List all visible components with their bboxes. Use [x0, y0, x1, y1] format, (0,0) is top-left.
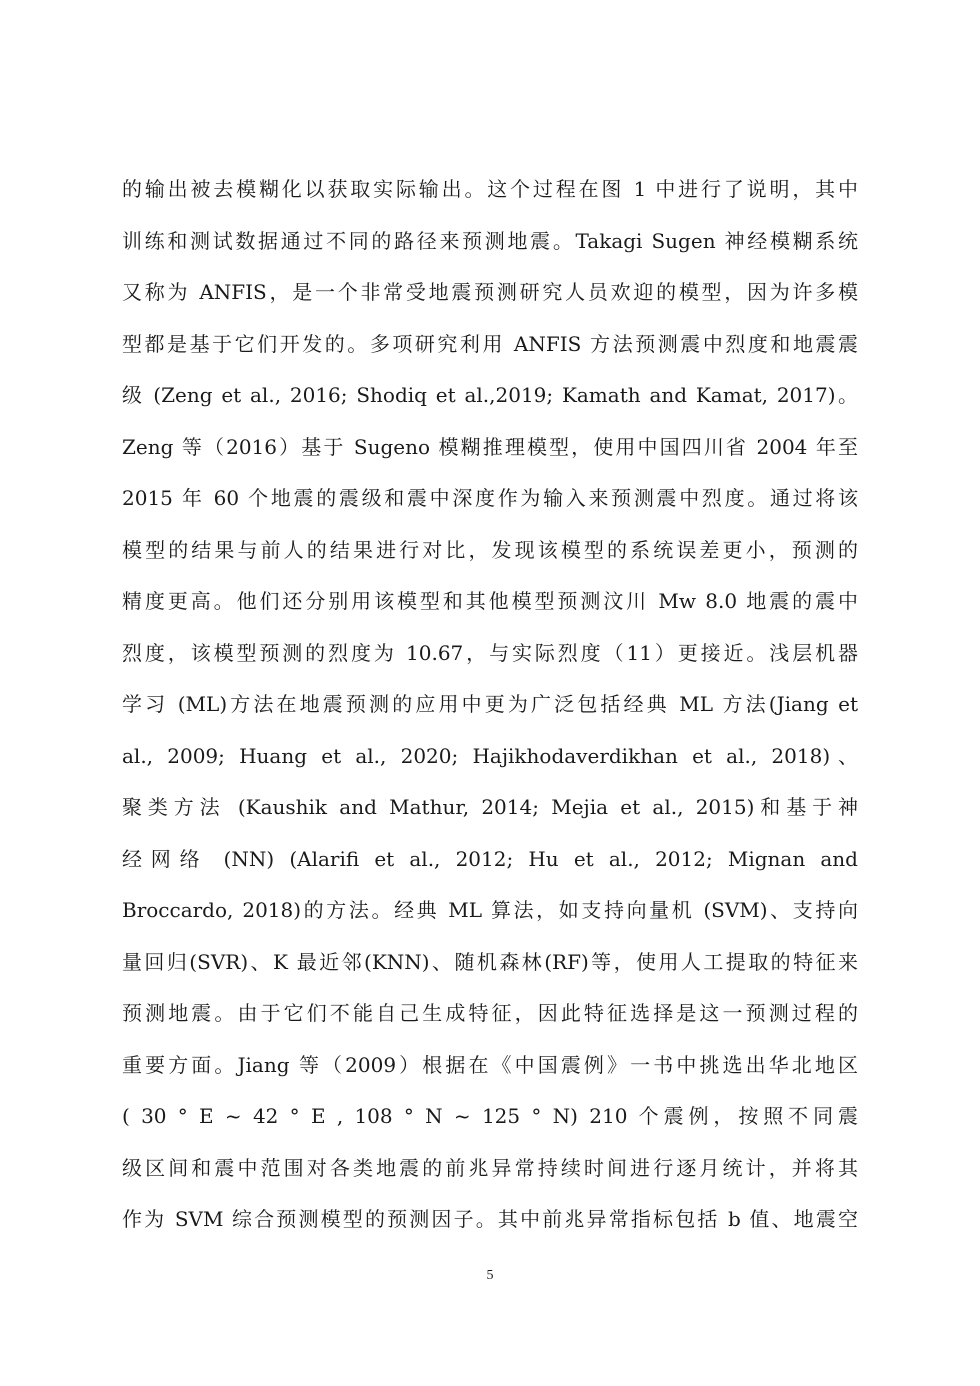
- text-line: Zeng 等（2016）基于 Sugeno 模糊推理模型，使用中国四川省 2004 年至: [122, 434, 858, 459]
- text-line: 聚类方法 (Kaushik and Mathur, 2014; Mejia et al., 2015)和基于神: [122, 795, 858, 819]
- text-line: Broccardo, 2018)的方法。经典 ML 算法，如支持向量机 (SVM)、支持向: [122, 898, 858, 922]
- text-line: 的输出被去模糊化以获取实际输出。这个过程在图 1 中进行了说明，其中: [122, 177, 858, 201]
- text-line: 又称为 ANFIS，是一个非常受地震预测研究人员欢迎的模型，因为许多模: [122, 280, 858, 304]
- text-line: al., 2009; Huang et al., 2020; Hajikhodaverdikhan et al., 2018)、: [122, 743, 858, 768]
- text-line: 预测地震。由于它们不能自己生成特征，因此特征选择是这一预测过程的: [122, 1001, 858, 1025]
- body-paragraph: [122, 164, 858, 1246]
- text-line: 重要方面。Jiang 等（2009）根据在《中国震例》一书中挑选出华北地区: [122, 1052, 858, 1077]
- text-line: 训练和测试数据通过不同的路径来预测地震。Takagi Sugen 神经模糊系统: [122, 228, 858, 253]
- text-line: 学习 (ML)方法在地震预测的应用中更为广泛包括经典 ML 方法(Jiang et: [122, 692, 858, 716]
- text-line: 型都是基于它们开发的。多项研究利用 ANFIS 方法预测震中烈度和地震震: [122, 331, 858, 356]
- text-line: 经网络 (NN) (Alarifi et al., 2012; Hu et al., 2012; Mignan and: [122, 846, 858, 871]
- text-line: ( 30 ° E ~ 42 ° E , 108 ° N ~ 125 ° N) 210 个震例，按照不同震: [122, 1104, 858, 1128]
- text-line: 级 (Zeng et al., 2016; Shodiq et al.,2019; Kamath and Kamat, 2017)。: [122, 383, 858, 407]
- text-line: 2015 年 60 个地震的震级和震中深度作为输入来预测震中烈度。通过将该: [122, 486, 858, 510]
- text-line: 模型的结果与前人的结果进行对比，发现该模型的系统误差更小，预测的: [122, 537, 858, 562]
- text-line: 精度更高。他们还分别用该模型和其他模型预测汶川 Mw 8.0 地震的震中: [122, 589, 858, 613]
- text-line: 烈度，该模型预测的烈度为 10.67，与实际烈度（11）更接近。浅层机器: [122, 640, 858, 665]
- text-line: 作为 SVM 综合预测模型的预测因子。其中前兆异常指标包括 b 值、地震空: [122, 1207, 858, 1231]
- text-line: 级区间和震中范围对各类地震的前兆异常持续时间进行逐月统计，并将其: [122, 1155, 858, 1180]
- page-number: 5: [486, 1268, 494, 1283]
- text-line: 量回归(SVR)、K 最近邻(KNN)、随机森林(RF)等，使用人工提取的特征来: [122, 949, 858, 974]
